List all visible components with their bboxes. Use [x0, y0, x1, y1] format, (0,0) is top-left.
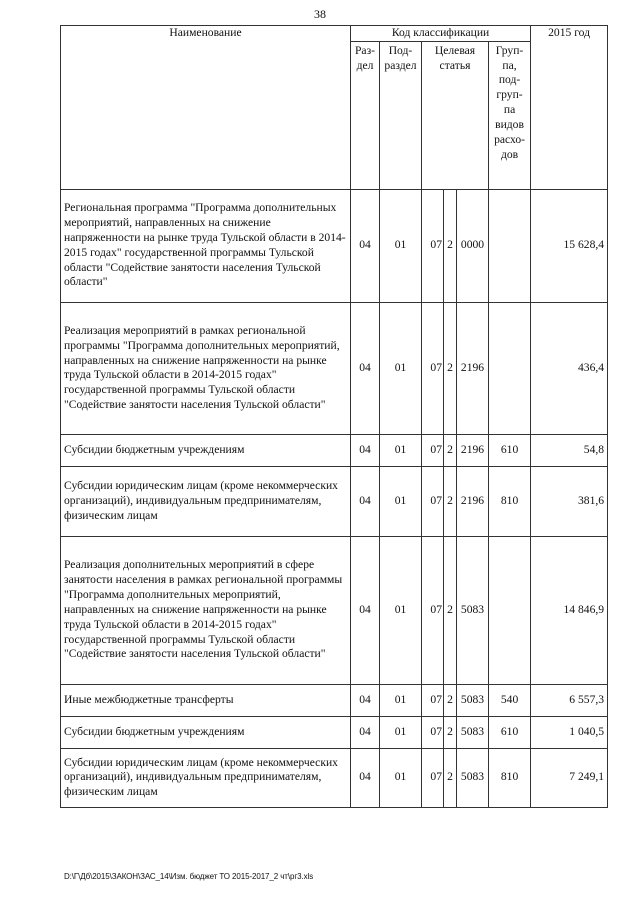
row-section: 04 [351, 189, 380, 302]
row-target-part1: 07 [422, 684, 444, 716]
row-subsection: 01 [380, 716, 422, 748]
row-name: Реализация мероприятий в рамках региональной программы "Программа дополнительных мероприятий, направленных на снижение напряженности на рынке труда Тульской области в 2014-2015 годах" государственной программы Тульской области "Содействие занятости населения Тульской области" [61, 302, 351, 434]
row-name: Региональная программа "Программа дополнительных мероприятий, направленных на снижение напряженности на рынке труда Тульской области в 2014-2015 годах" государственной программы Тульской области "Содействие занятости населения Тульской области" [61, 189, 351, 302]
row-subsection: 01 [380, 536, 422, 684]
row-subsection: 01 [380, 189, 422, 302]
row-expense-group [489, 536, 531, 684]
row-section: 04 [351, 434, 380, 466]
header-name: Наименование [61, 26, 351, 190]
table-row [61, 189, 608, 302]
table-row [61, 748, 608, 807]
row-target-part3: 2196 [457, 302, 489, 434]
row-expense-group: 610 [489, 716, 531, 748]
row-section: 04 [351, 684, 380, 716]
row-target-part1: 07 [422, 189, 444, 302]
row-target-part2: 2 [444, 302, 457, 434]
row-target-part2: 2 [444, 466, 457, 536]
row-target-part3: 5083 [457, 748, 489, 807]
row-target-part2: 2 [444, 748, 457, 807]
row-expense-group [489, 189, 531, 302]
row-subsection: 01 [380, 466, 422, 536]
row-subsection: 01 [380, 748, 422, 807]
row-target-part1: 07 [422, 302, 444, 434]
row-target-part2: 2 [444, 189, 457, 302]
row-target-part2: 2 [444, 434, 457, 466]
table-row [61, 434, 608, 466]
row-name: Субсидии бюджетным учреждениям [61, 434, 351, 466]
row-amount: 381,6 [531, 466, 608, 536]
row-expense-group: 810 [489, 748, 531, 807]
row-target-part3: 2196 [457, 466, 489, 536]
row-target-part2: 2 [444, 716, 457, 748]
row-section: 04 [351, 748, 380, 807]
table-row [61, 302, 608, 434]
row-target-part3: 2196 [457, 434, 489, 466]
row-name: Реализация дополнительных мероприятий в сфере занятости населения в рамках региональной программы "Программа дополнительных мероприятий, направленных на снижение напряженности на рынке труда Тульской области в 2014-2015 годах" государственной программы Тульской области "Содействие занятости населения Тульской области" [61, 536, 351, 684]
row-target-part1: 07 [422, 536, 444, 684]
row-subsection: 01 [380, 302, 422, 434]
row-name: Субсидии юридическим лицам (кроме некоммерческих организаций), индивидуальным предпринимателям, физическим лицам [61, 748, 351, 807]
row-subsection: 01 [380, 434, 422, 466]
row-amount: 1 040,5 [531, 716, 608, 748]
row-target-part3: 5083 [457, 684, 489, 716]
row-section: 04 [351, 536, 380, 684]
row-amount: 15 628,4 [531, 189, 608, 302]
page-number: 38 [314, 7, 326, 21]
row-section: 04 [351, 302, 380, 434]
row-expense-group: 810 [489, 466, 531, 536]
row-target-part3: 5083 [457, 716, 489, 748]
row-target-part1: 07 [422, 748, 444, 807]
row-subsection: 01 [380, 684, 422, 716]
row-target-part3: 0000 [457, 189, 489, 302]
table-row [61, 684, 608, 716]
row-amount: 54,8 [531, 434, 608, 466]
header-section: Раз- дел [351, 41, 380, 189]
table-row [61, 716, 608, 748]
row-name: Субсидии юридическим лицам (кроме некоммерческих организаций), индивидуальным предпринимателям, физическим лицам [61, 466, 351, 536]
header-classification: Код классификации [351, 26, 531, 42]
table-row [61, 536, 608, 684]
row-expense-group: 540 [489, 684, 531, 716]
row-name: Субсидии бюджетным учреждениям [61, 716, 351, 748]
header-year: 2015 год [531, 26, 608, 190]
row-target-part2: 2 [444, 536, 457, 684]
row-expense-group: 610 [489, 434, 531, 466]
budget-table [60, 25, 608, 808]
row-target-part1: 07 [422, 466, 444, 536]
row-target-part1: 07 [422, 716, 444, 748]
row-target-part2: 2 [444, 684, 457, 716]
header-subsection: Под- раздел [380, 41, 422, 189]
row-amount: 6 557,3 [531, 684, 608, 716]
table-row [61, 466, 608, 536]
row-target-part1: 07 [422, 434, 444, 466]
row-expense-group [489, 302, 531, 434]
row-target-part3: 5083 [457, 536, 489, 684]
row-amount: 14 846,9 [531, 536, 608, 684]
header-target-article: Целевая статья [422, 41, 489, 189]
row-section: 04 [351, 466, 380, 536]
row-amount: 436,4 [531, 302, 608, 434]
file-path-footer: D:\Г\Дб\2015\ЗАКОН\ЗАС_14\Изм. бюджет ТО 2015-2017_2 чт\рг3.xls [64, 872, 314, 881]
row-amount: 7 249,1 [531, 748, 608, 807]
row-section: 04 [351, 716, 380, 748]
header-expense-group: Груп- па, под- груп- па видов расхо- дов [489, 41, 531, 189]
row-name: Иные межбюджетные трансферты [61, 684, 351, 716]
